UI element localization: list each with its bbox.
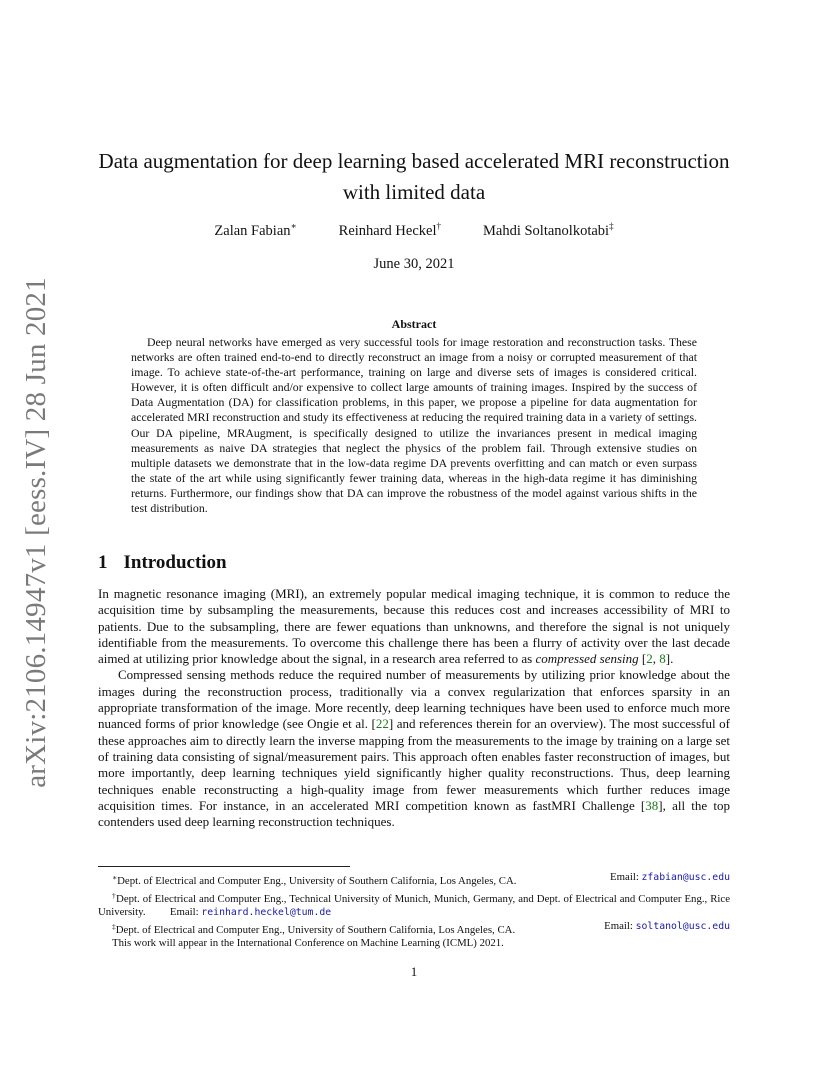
arxiv-identifier-sidebar bbox=[16, 276, 56, 788]
page-number: 1 bbox=[410, 964, 418, 979]
footnote-note: This work will appear in the International Conference on Machine Learning (ICML) 2021. bbox=[112, 937, 504, 950]
email-link[interactable]: soltanol@usc.edu bbox=[635, 920, 730, 932]
section-title: Introduction bbox=[123, 552, 227, 573]
section-heading bbox=[98, 552, 227, 574]
paper-date: June 30, 2021 bbox=[373, 256, 455, 272]
paragraph-2: Compressed sensing methods reduce the required number of measurements by utilizing prior knowledge about the images during the reconstruction process, traditionally via a convex regularization that enforces sparsity in an appropriate transformation of the image. More recently, deep learning techniques have been used to enforce much more nuanced forms of prior knowledge (see Ongie et al. [22] and references therein for an overview). The most successful of these approaches aim to directly learn the inverse mapping from the measurements to the image by training on a large set of training data consisting of signal/measurement pairs. This approach often enables faster reconstruction of images, but more importantly, deep learning techniques yield significantly higher quality reconstructions. Thus, deep learning techniques enable reconstructing a high-quality image from fewer measurements which further reduces image acquisition times. For instance, in an accelerated MRI competition known as fastMRI Challenge [38], all the top contenders used deep learning reconstruction techniques. bbox=[98, 667, 730, 830]
email-link[interactable]: reinhard.heckel@tum.de bbox=[201, 907, 332, 919]
introduction-body bbox=[98, 586, 730, 830]
paper-title: Data augmentation for deep learning based accelerated MRI reconstruction with limited data bbox=[98, 149, 730, 204]
section-number: 1 bbox=[98, 552, 108, 573]
abstract-text: Deep neural networks have emerged as very successful tools for image restoration and reconstruction tasks. These networks are often trained end-to-end to directly reconstruct an image from a noisy or corrupted measurement of that image. To achieve state-of-the-art performance, training on large and diverse sets of images is considered critical. However, it is often difficult and/or expensive to collect large amounts of training images. Inspired by the success of Data Augmentation (DA) for classification problems, in this paper, we propose a pipeline for data augmentation for accelerated MRI reconstruction and study its effectiveness at reducing the required training data in a variety of settings. Our DA pipeline, MRAugment, is specifically designed to utilize the invariances present in medical imaging measurements as naive DA strategies that neglect the physics of the problem fail. Through extensive studies on multiple datasets we demonstrate that in the low-data regime DA prevents overfitting and can match or even surpass the state of the art while using significantly fewer training data, whereas in the high-data regime it has diminishing returns. Furthermore, our findings show that DA can improve the robustness of the model against various shifts in the test distribution. bbox=[131, 335, 697, 516]
author-list bbox=[98, 221, 730, 240]
footnotes bbox=[98, 871, 730, 951]
author-1: Zalan Fabian∗ bbox=[214, 221, 297, 239]
abstract-heading: Abstract bbox=[391, 317, 437, 331]
citation-link[interactable]: 38 bbox=[645, 797, 659, 813]
paragraph-1: In magnetic resonance imaging (MRI), an extremely popular medical imaging technique, it is common to reduce the acquisition time by subsampling the measurements, because this reduces cost and increases accessibility of MRI to patients. Due to the subsampling, there are fewer equations than unknowns, and therefore the signal is not uniquely identifiable from the measurements. To overcome this challenge there has been a flurry of activity over the last decade aimed at utilizing prior knowledge about the signal, in a research area referred to as compressed sensing [2, 8]. bbox=[98, 586, 730, 667]
emphasis-term: compressed sensing bbox=[535, 651, 639, 667]
footnote-2: †Dept. of Electrical and Computer Eng., Technical University of Munich, Munich, Germany, and Dept. of Electrical and Computer Eng., Rice University. Email: reinhard.heckel@tum.de bbox=[98, 890, 731, 919]
arxiv-id-text: arXiv:2106.14947v1 [eess.IV] 28 Jun 2021 bbox=[19, 276, 52, 788]
email-link[interactable]: zfabian@usc.edu bbox=[641, 872, 730, 883]
footnote-3: ‡Dept. of Electrical and Computer Eng., University of Southern California, Los Angeles, CA. Email: soltanol@usc.edu bbox=[112, 919, 730, 936]
footnote-1: ∗Dept. of Electrical and Computer Eng., University of Southern California, Los Angeles, CA. Email: zfabian@usc.edu bbox=[112, 871, 730, 887]
citation-link[interactable]: 22 bbox=[375, 716, 389, 732]
citation-link[interactable]: 8 bbox=[659, 651, 666, 667]
author-3: Mahdi Soltanolkotabi‡ bbox=[483, 221, 614, 239]
footnote-divider bbox=[98, 866, 350, 867]
citation-link[interactable]: 2 bbox=[646, 651, 653, 667]
author-2: Reinhard Heckel† bbox=[338, 221, 441, 239]
